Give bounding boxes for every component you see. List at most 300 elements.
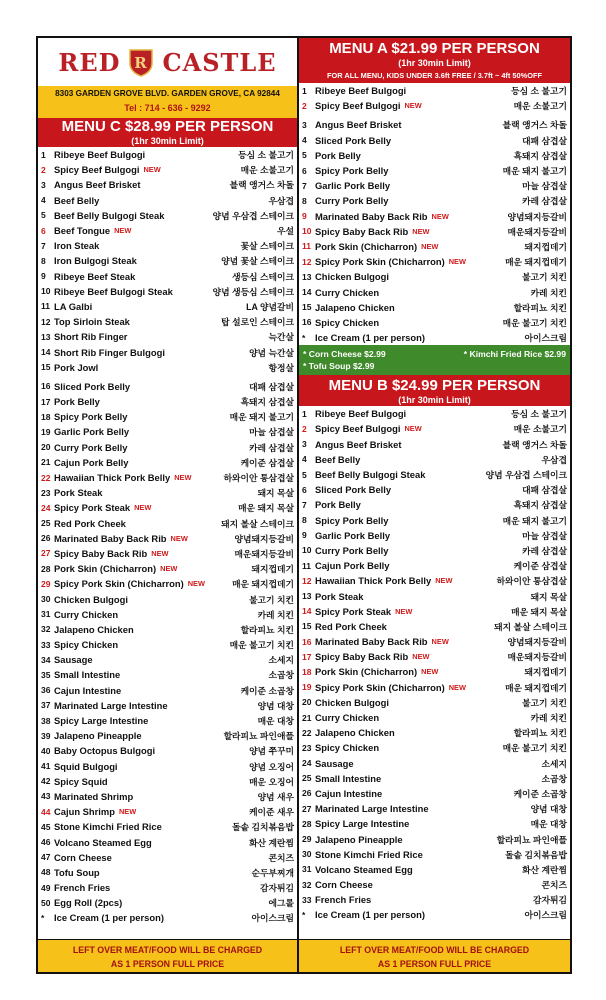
item-number: 1 xyxy=(302,408,307,419)
item-number: 33 xyxy=(41,639,51,650)
menu-item xyxy=(38,576,297,591)
item-number: 12 xyxy=(302,575,312,586)
item-number: 1 xyxy=(41,149,46,160)
item-number: 3 xyxy=(302,119,307,130)
item-korean-name: 흑돼지 삼겹살 xyxy=(513,500,567,511)
menu-item xyxy=(299,619,570,634)
item-korean-name: 흑돼지 삼겹살 xyxy=(513,150,567,161)
item-korean-name: 등심 소 불고기 xyxy=(511,86,567,97)
item-korean-name: 하와이안 통삼겹살 xyxy=(496,576,567,587)
item-name: Egg Roll (2pcs) xyxy=(54,897,123,909)
item-korean-name: 카레 치킨 xyxy=(530,713,567,724)
item-korean-name: 양념 오징어 xyxy=(249,761,294,772)
item-korean-name: 화산 계란찜 xyxy=(522,864,567,875)
item-name: Curry Pork Belly xyxy=(315,195,389,207)
item-name: Pork Skin (Chicharron) xyxy=(315,240,418,252)
item-number: 32 xyxy=(41,624,51,635)
menu-a-header xyxy=(299,38,570,58)
item-name: Spicy Chicken xyxy=(315,316,380,328)
item-name: Pork Belly xyxy=(315,499,361,511)
menu-item xyxy=(299,543,570,558)
item-name: Spicy Baby Back Rib xyxy=(315,651,409,663)
item-korean-name: 매운 돼지 불고기 xyxy=(502,515,567,526)
item-number: 11 xyxy=(302,560,311,571)
menu-item xyxy=(38,314,297,329)
menu-item xyxy=(38,329,297,344)
item-number: 16 xyxy=(41,381,51,392)
item-korean-name: 매운 불고기 치킨 xyxy=(229,640,294,651)
item-name: Spicy Beef Bulgogi xyxy=(315,100,401,112)
item-name: Beef Belly Bulgogi Steak xyxy=(315,469,426,481)
menu-item xyxy=(38,344,297,359)
item-korean-name: 케이준 새우 xyxy=(249,807,294,818)
item-korean-name: 매운 소불고기 xyxy=(240,165,294,176)
item-number: 20 xyxy=(41,442,51,453)
item-korean-name: 양념 대창 xyxy=(257,700,294,711)
item-name: Sausage xyxy=(315,757,354,769)
menu-a-list xyxy=(299,83,570,345)
menu-item xyxy=(299,710,570,725)
item-number: 10 xyxy=(302,545,312,556)
menu-item xyxy=(299,588,570,603)
item-korean-name: 꽃살 스테이크 xyxy=(240,241,294,252)
item-name: Chicken Bulgogi xyxy=(315,696,389,708)
item-korean-name: 하와이안 통삼겹살 xyxy=(223,473,294,484)
item-number: 24 xyxy=(41,502,51,513)
item-name: Pork Skin (Chicharron) xyxy=(315,666,418,678)
item-name: Beef Belly xyxy=(315,453,361,465)
extra-corn-cheese: * Corn Cheese $2.99 xyxy=(303,349,386,360)
menu-item xyxy=(38,440,297,455)
item-number: 16 xyxy=(302,636,312,647)
item-korean-name: 우삼겹 xyxy=(268,195,294,206)
item-korean-name: 소곱창 xyxy=(268,670,294,681)
menu-item xyxy=(38,500,297,515)
menu-item xyxy=(299,224,570,239)
item-korean-name: 매운 소불고기 xyxy=(513,424,567,435)
item-number: 14 xyxy=(41,347,51,358)
item-name: Ribeye Beef Steak xyxy=(54,270,136,282)
menu-item xyxy=(38,910,297,925)
item-number: 11 xyxy=(41,301,50,312)
item-number: 43 xyxy=(41,791,51,802)
menu-b-list xyxy=(299,406,570,922)
item-name: Top Sirloin Steak xyxy=(54,316,130,328)
item-korean-name: 감자튀김 xyxy=(533,895,567,906)
item-name: Corn Cheese xyxy=(54,851,112,863)
item-name: Pork Belly xyxy=(315,149,361,161)
menu-item xyxy=(299,482,570,497)
item-number: 15 xyxy=(302,302,312,313)
item-name: Iron Steak xyxy=(54,240,100,252)
item-number: 48 xyxy=(41,867,51,878)
item-number: 15 xyxy=(302,621,312,632)
menu-item xyxy=(38,360,297,375)
menu-item xyxy=(299,117,570,132)
item-name: Jalapeno Pineapple xyxy=(315,833,403,845)
item-number: 17 xyxy=(41,396,51,407)
item-name: Sliced Pork Belly xyxy=(315,134,392,146)
item-number: 19 xyxy=(41,426,51,437)
item-number: 8 xyxy=(41,255,46,266)
menu-item xyxy=(38,895,297,910)
notice-line-2: AS 1 PERSON FULL PRICE xyxy=(377,959,492,969)
notice-line-1: LEFT OVER MEAT/FOOD WILL BE CHARGED xyxy=(339,945,530,955)
item-korean-name: 콘치즈 xyxy=(268,852,294,863)
item-name: Ice Cream (1 per person) xyxy=(315,909,425,921)
menu-item xyxy=(299,816,570,831)
menu-item xyxy=(38,728,297,743)
item-number: 11 xyxy=(302,241,311,252)
item-number: 14 xyxy=(302,287,312,298)
new-badge: NEW xyxy=(412,652,430,662)
item-korean-name: 양념 꽃살 스테이크 xyxy=(221,256,294,267)
item-korean-name: 돼지 볼살 스테이크 xyxy=(221,518,294,529)
item-name: Small Intestine xyxy=(315,772,382,784)
item-korean-name: 우설 xyxy=(277,226,294,237)
item-name: Chicken Bulgogi xyxy=(315,271,389,283)
item-number: 22 xyxy=(41,472,51,483)
item-number: 31 xyxy=(41,609,51,620)
new-badge: NEW xyxy=(435,576,453,586)
menu-item xyxy=(38,865,297,880)
item-name: Curry Chicken xyxy=(54,608,119,620)
menu-item xyxy=(299,558,570,573)
item-number: 17 xyxy=(302,651,312,662)
item-korean-name: 양념 새우 xyxy=(257,791,294,802)
item-korean-name: 카레 삼겹살 xyxy=(249,442,294,453)
item-korean-name: 아이스크림 xyxy=(251,913,294,924)
item-number: 32 xyxy=(302,879,312,890)
item-number: 1 xyxy=(302,85,307,96)
item-number: 45 xyxy=(41,821,51,832)
menu-item xyxy=(299,740,570,755)
item-korean-name: 대패 삼겹살 xyxy=(522,485,567,496)
item-name: Pork Steak xyxy=(54,487,103,499)
item-korean-name: 매운돼지등갈비 xyxy=(507,652,567,663)
item-number: 2 xyxy=(41,164,46,175)
item-number: 3 xyxy=(41,179,46,190)
item-name: Spicy Beef Bulgogi xyxy=(54,164,140,176)
new-badge: NEW xyxy=(170,533,188,543)
item-number: 4 xyxy=(302,454,307,465)
item-number: 5 xyxy=(302,150,307,161)
notice-line-2: AS 1 PERSON FULL PRICE xyxy=(110,959,225,969)
item-name: Short Rib Finger Bulgogi xyxy=(54,346,165,358)
menu-item xyxy=(299,83,570,98)
item-korean-name: 마늘 삼겹살 xyxy=(522,530,567,541)
menu-c-title: MENU C $28.99 PER PERSON xyxy=(61,118,274,135)
new-badge: NEW xyxy=(421,667,439,677)
item-name: Hawaiian Thick Pork Belly xyxy=(315,575,432,587)
item-name: Ice Cream (1 per person) xyxy=(54,912,164,924)
item-name: Ribeye Beef Bulgogi xyxy=(54,149,146,161)
item-number: 6 xyxy=(302,165,307,176)
item-number: 21 xyxy=(302,712,312,723)
menu-item xyxy=(38,819,297,834)
item-korean-name: 블랙 앵거스 차돌 xyxy=(229,180,294,191)
menu-c-header xyxy=(38,118,297,136)
item-name: Small Intestine xyxy=(54,669,121,681)
new-badge: NEW xyxy=(431,211,449,221)
item-number: 42 xyxy=(41,776,51,787)
item-name: Marinated Large Intestine xyxy=(54,699,168,711)
item-name: Marinated Baby Back Rib xyxy=(315,210,428,222)
menu-item xyxy=(299,133,570,148)
item-name: Jalapeno Chicken xyxy=(54,623,134,635)
item-korean-name: 매운 돼지껍데기 xyxy=(505,257,567,268)
new-badge: NEW xyxy=(174,473,192,483)
item-korean-name: 매운 돼지껍데기 xyxy=(505,682,567,693)
item-korean-name: 할라피뇨 파인애플 xyxy=(223,731,294,742)
item-korean-name: 항정살 xyxy=(268,362,294,373)
item-name: Spicy Pork Skin (Chicharron) xyxy=(315,681,445,693)
item-name: Chicken Bulgogi xyxy=(54,593,128,605)
item-korean-name: 소세지 xyxy=(541,758,567,769)
menu-item xyxy=(38,652,297,667)
menu-item xyxy=(299,452,570,467)
new-badge: NEW xyxy=(404,424,422,434)
menu-item xyxy=(38,591,297,606)
menu-item xyxy=(299,437,570,452)
item-number: 28 xyxy=(302,818,312,829)
menu-item xyxy=(38,880,297,895)
item-number: 20 xyxy=(302,697,312,708)
item-number: 13 xyxy=(41,331,51,342)
item-name: Stone Kimchi Fried Rice xyxy=(54,821,162,833)
left-column xyxy=(38,38,299,972)
item-name: Pork Jowl xyxy=(54,361,99,373)
menu-item xyxy=(299,680,570,695)
item-korean-name: 돼지 목살 xyxy=(257,488,294,499)
restaurant-logo xyxy=(38,38,297,86)
item-number: 2 xyxy=(302,100,307,111)
menu-item xyxy=(299,330,570,345)
item-name: Volcano Steamed Egg xyxy=(54,836,152,848)
address-block xyxy=(38,86,297,118)
menu-item xyxy=(38,193,297,208)
item-number: 16 xyxy=(302,317,312,328)
item-number: 7 xyxy=(41,240,46,251)
item-number: 50 xyxy=(41,897,51,908)
item-name: Spicy Large Intestine xyxy=(315,818,410,830)
menu-item xyxy=(38,177,297,192)
menu-item xyxy=(299,862,570,877)
item-name: Curry Chicken xyxy=(315,286,380,298)
item-number: 24 xyxy=(302,758,312,769)
menu-item xyxy=(299,284,570,299)
menu-item xyxy=(38,238,297,253)
menu-frame xyxy=(36,36,572,974)
item-name: Ribeye Beef Bulgogi xyxy=(315,408,407,420)
item-name: Spicy Pork Belly xyxy=(315,514,389,526)
menu-item xyxy=(38,834,297,849)
item-number: 49 xyxy=(41,882,51,893)
item-name: Iron Bulgogi Steak xyxy=(54,255,137,267)
item-korean-name: 대패 삼겹살 xyxy=(522,135,567,146)
menu-b-title: MENU B $24.99 PER PERSON xyxy=(328,377,541,395)
item-name: Angus Beef Brisket xyxy=(54,179,141,191)
item-korean-name: 탑 설로인 스테이크 xyxy=(221,317,294,328)
item-korean-name: 양념 대창 xyxy=(530,804,567,815)
item-number: 8 xyxy=(302,195,307,206)
item-korean-name: 매운돼지등갈비 xyxy=(234,548,294,559)
menu-item xyxy=(38,743,297,758)
item-number: 13 xyxy=(302,591,312,602)
item-name: LA Galbi xyxy=(54,300,93,312)
item-number: 6 xyxy=(41,225,46,236)
item-korean-name: 우삼겹 xyxy=(541,454,567,465)
item-korean-name: 블랙 앵거스 차돌 xyxy=(502,120,567,131)
new-badge: NEW xyxy=(151,548,169,558)
item-korean-name: 등심 소 불고기 xyxy=(238,150,294,161)
menu-item xyxy=(38,637,297,652)
item-number: 26 xyxy=(302,788,312,799)
item-name: Angus Beef Brisket xyxy=(315,119,402,131)
item-number: 9 xyxy=(302,530,307,541)
menu-item xyxy=(299,209,570,224)
item-number: 12 xyxy=(302,256,312,267)
item-name: Spicy Squid xyxy=(54,775,108,787)
item-name: Ribeye Beef Bulgogi Steak xyxy=(54,285,173,297)
new-badge: NEW xyxy=(118,807,137,817)
menu-item xyxy=(38,804,297,819)
menu-item xyxy=(299,634,570,649)
item-name: Sliced Pork Belly xyxy=(54,380,131,392)
item-korean-name: 에그롤 xyxy=(268,898,294,909)
item-name: Spicy Pork Steak xyxy=(54,502,131,514)
item-name: Beef Tongue xyxy=(54,225,111,237)
item-name: Jalapeno Chicken xyxy=(315,301,395,313)
menu-item xyxy=(299,421,570,436)
item-number: 36 xyxy=(41,685,51,696)
item-korean-name: 마늘 삼겹살 xyxy=(249,427,294,438)
item-number: 19 xyxy=(302,682,312,693)
item-korean-name: 소곱창 xyxy=(541,773,567,784)
menu-item xyxy=(38,162,297,177)
menu-c-limit: (1hr 30min Limit) xyxy=(38,136,297,147)
menu-item xyxy=(299,528,570,543)
item-korean-name: 화산 계란찜 xyxy=(249,837,294,848)
item-number: 22 xyxy=(302,727,312,738)
item-name: Spicy Pork Steak xyxy=(315,605,392,617)
item-korean-name: 양념돼지등갈비 xyxy=(507,211,567,222)
svg-text:R: R xyxy=(134,54,149,72)
item-number: 5 xyxy=(302,469,307,480)
item-korean-name: 매운 돼지 목살 xyxy=(238,503,294,514)
menu-item xyxy=(299,513,570,528)
item-name: Spicy Baby Back Rib xyxy=(315,225,409,237)
menu-item xyxy=(299,467,570,482)
item-number: 18 xyxy=(41,411,51,422)
logo-word-castle: CASTLE xyxy=(162,47,277,77)
item-korean-name: 생등심 스테이크 xyxy=(232,271,294,282)
menu-item xyxy=(299,604,570,619)
item-number: 30 xyxy=(302,849,312,860)
new-badge: NEW xyxy=(160,564,178,574)
item-name: Angus Beef Brisket xyxy=(315,438,402,450)
item-number: 27 xyxy=(41,548,51,559)
item-korean-name: 등심 소 불고기 xyxy=(511,409,567,420)
menu-item xyxy=(299,98,570,113)
item-korean-name: 카레 삼겹살 xyxy=(522,545,567,556)
item-name: Cajun Intestine xyxy=(54,684,122,696)
menu-item xyxy=(38,269,297,284)
item-number: 9 xyxy=(41,271,46,282)
item-name: Cajun Shrimp xyxy=(54,806,115,818)
item-name: Red Pork Cheek xyxy=(315,620,387,632)
leftover-notice-left xyxy=(38,939,297,972)
item-korean-name: 흑돼지 삼겹살 xyxy=(240,397,294,408)
menu-item xyxy=(299,239,570,254)
menu-item xyxy=(38,470,297,485)
item-number: 40 xyxy=(41,745,51,756)
item-number: 46 xyxy=(41,837,51,848)
item-number: 37 xyxy=(41,700,51,711)
menu-item xyxy=(38,379,297,394)
item-korean-name: 불고기 치킨 xyxy=(522,272,567,283)
item-name: Short Rib Finger xyxy=(54,331,128,343)
new-badge: NEW xyxy=(412,226,430,236)
item-korean-name: 돌솥 김치볶음밥 xyxy=(505,849,567,860)
item-number: 34 xyxy=(41,654,51,665)
item-korean-name: 양념 우삼겹 스테이크 xyxy=(212,210,294,221)
item-number: 30 xyxy=(41,594,51,605)
item-number: 7 xyxy=(302,180,307,191)
item-name: Cajun Pork Belly xyxy=(315,560,390,572)
menu-item xyxy=(299,254,570,269)
menu-item xyxy=(299,847,570,862)
item-korean-name: 케이준 소곱창 xyxy=(513,788,567,799)
item-name: Sausage xyxy=(54,654,93,666)
item-korean-name: 돌솥 김치볶음밥 xyxy=(232,822,294,833)
menu-a-limit: (1hr 30min Limit) xyxy=(299,58,570,69)
new-badge: NEW xyxy=(431,637,449,647)
menu-item xyxy=(299,300,570,315)
item-korean-name: 양념돼지등갈비 xyxy=(234,533,294,544)
item-number: 47 xyxy=(41,852,51,863)
item-number: 15 xyxy=(41,362,51,373)
item-number: 33 xyxy=(302,894,312,905)
menu-item xyxy=(299,148,570,163)
item-korean-name: 돼지껍데기 xyxy=(251,564,294,575)
item-name: Spicy Pork Belly xyxy=(54,411,128,423)
item-name: Beef Belly Bulgogi Steak xyxy=(54,209,165,221)
item-name: Beef Belly xyxy=(54,194,100,206)
menu-item xyxy=(38,667,297,682)
new-badge: NEW xyxy=(114,226,132,236)
menu-item xyxy=(299,269,570,284)
menu-item xyxy=(299,756,570,771)
new-badge: NEW xyxy=(421,241,439,251)
menu-a-title: MENU A $21.99 PER PERSON xyxy=(329,40,540,57)
item-korean-name: 매운 돼지 불고기 xyxy=(502,166,567,177)
item-korean-name: 양념 늑간살 xyxy=(249,347,294,358)
item-name: Spicy Beef Bulgogi xyxy=(315,423,401,435)
item-name: Spicy Pork Skin (Chicharron) xyxy=(54,578,184,590)
new-badge: NEW xyxy=(404,101,422,111)
item-number: 7 xyxy=(302,499,307,510)
menu-item xyxy=(299,695,570,710)
item-number: 41 xyxy=(41,761,51,772)
menu-item xyxy=(38,561,297,576)
item-korean-name: 카레 치킨 xyxy=(257,609,294,620)
item-korean-name: 양념 생등심 스테이크 xyxy=(212,286,294,297)
menu-item xyxy=(38,147,297,162)
menu-item xyxy=(38,253,297,268)
kids-policy: FOR ALL MENU, KIDS UNDER 3.6ft FREE / 3.7ft ~ 4ft 50%OFF xyxy=(299,69,570,83)
extra-kimchi-fried-rice: * Kimchi Fried Rice $2.99 xyxy=(463,349,566,360)
